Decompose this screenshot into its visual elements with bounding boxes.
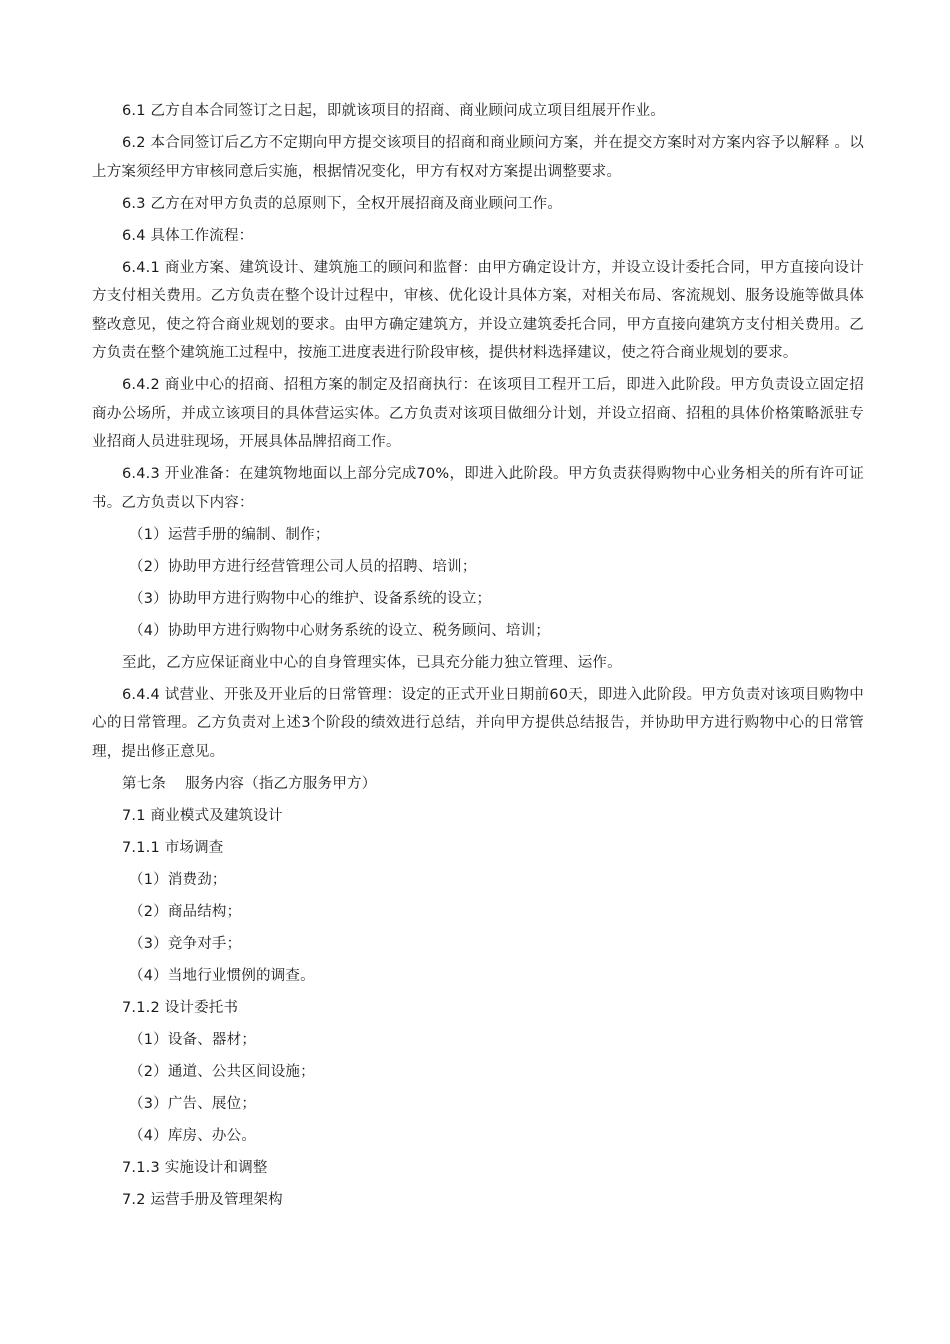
clause-6-4-3: 6.4.3 开业准备：在建筑物地面以上部分完成70%，即进入此阶段。甲方负责获得购物中心业务相关的所有许可证书。乙方负责以下内容： [92, 466, 864, 511]
article-7-heading: 第七条 服务内容（指乙方服务甲方） [122, 775, 377, 792]
list-item: （2）商品结构； [129, 903, 242, 920]
clause-6-4: 6.4 具体工作流程： [122, 227, 254, 244]
list-item: （1）设备、器材； [129, 1031, 257, 1048]
clause-6-4-2: 6.4.2 商业中心的招商、招租方案的制定及招商执行：在该项目工程开工后，即进入此阶段。甲方负责设立固定招商办公场所，并成立该项目的具体营运实体。乙方负责对该项目做细分计划，并设立招商、招租的具体价格策略派驻专业招商人员进驻现场，开展具体品牌招商工作。 [92, 377, 864, 450]
list-item: （3）广告、展位； [129, 1095, 257, 1112]
list-item: （2）通道、公共区间设施； [129, 1063, 315, 1080]
clause-7-1-3: 7.1.3 实施设计和调整 [122, 1159, 268, 1176]
list-item: （4）协助甲方进行购物中心财务系统的设立、税务顾问、培训； [129, 622, 551, 639]
clause-6-1: 6.1 乙方自本合同签订之日起，即就该项目的招商、商业顾问成立项目组展开作业。 [122, 103, 665, 119]
clause-6-2: 6.2 本合同签订后乙方不定期向甲方提交该项目的招商和商业顾问方案，并在提交方案时对方案内容予以解释 。以上方案须经甲方审核同意后实施，根据情况变化，甲方有权对方案提出调整要求。 [92, 135, 864, 180]
document-body [92, 97, 864, 1218]
clause-7-1-1: 7.1.1 市场调查 [122, 839, 224, 856]
clause-7-1: 7.1 商业模式及建筑设计 [122, 807, 283, 824]
list-item: （4）库房、办公。 [129, 1127, 257, 1144]
clause-7-2: 7.2 运营手册及管理架构 [122, 1191, 283, 1208]
clause-6-4-4: 6.4.4 试营业、开张及开业后的日常管理：设定的正式开业日期前60天，即进入此阶段。甲方负责对该项目购物中心的日常管理。乙方负责对上述3个阶段的绩效进行总结，并向甲方提供总结报告，并协助甲方进行购物中心的日常管理，提出修正意见。 [92, 686, 864, 760]
list-item: （3）竞争对手； [129, 935, 242, 952]
list-item: （1）消费劲； [129, 871, 227, 888]
list-item: （4）当地行业惯例的调查。 [129, 967, 315, 984]
clause-7-1-2: 7.1.2 设计委托书 [122, 999, 239, 1016]
list-item: （3）协助甲方进行购物中心的维护、设备系统的设立； [129, 590, 492, 607]
list-item: （1）运营手册的编制、制作； [129, 526, 330, 543]
summary-paragraph: 至此，乙方应保证商业中心的自身管理实体，已具充分能力独立管理、运作。 [122, 654, 622, 671]
list-item: （2）协助甲方进行经营管理公司人员的招聘、培训； [129, 558, 477, 575]
clause-6-3: 6.3 乙方在对甲方负责的总原则下，全权开展招商及商业顾问工作。 [122, 195, 563, 212]
clause-6-4-1: 6.4.1 商业方案、建筑设计、建筑施工的顾问和监督：由甲方确定设计方，并设立设计委托合同，甲方直接向设计方支付相关费用。乙方负责在整个设计过程中，审核、优化设计具体方案，对相关布局、客流规划、服务设施等做具体整改意见，使之符合商业规划的要求。由甲方确定建筑方，并设立建筑委托合同，甲方直接向建筑方支付相关费用。乙方负责在整个建筑施工过程中，按施工进度表进行阶段审核，提供材料选择建议，使之符合商业规划的要求。 [92, 259, 864, 361]
